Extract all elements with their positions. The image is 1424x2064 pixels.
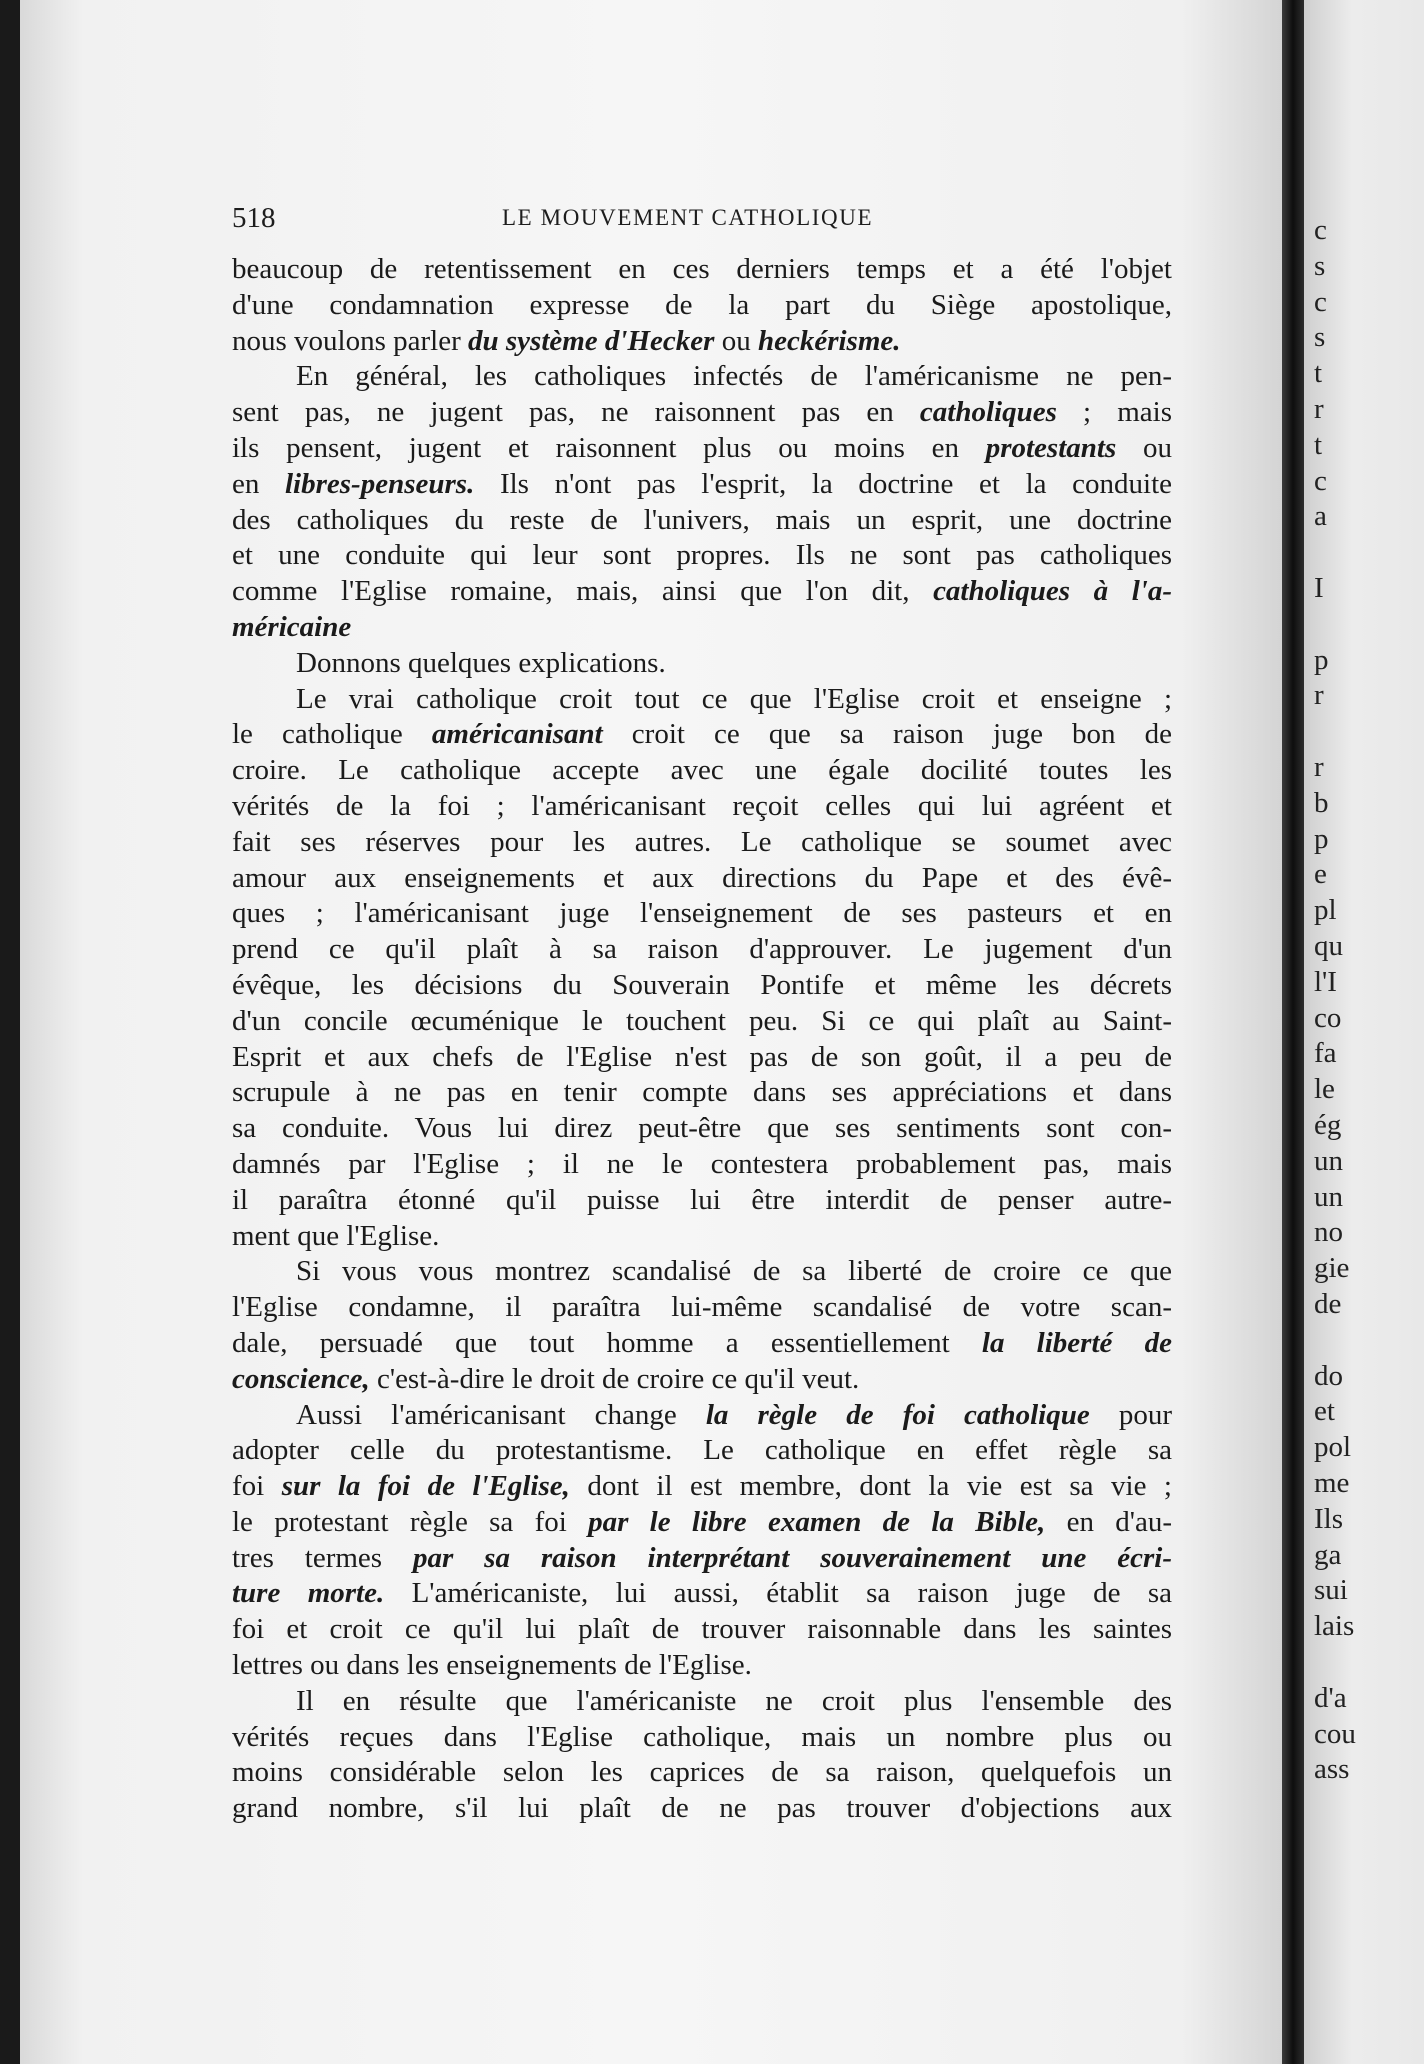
line-text: L'américaniste, lui aussi, établit sa raison juge de sa xyxy=(384,1577,1172,1610)
facing-page-fragment: t xyxy=(1314,428,1323,461)
facing-page-fragment: s xyxy=(1314,321,1326,354)
text-line xyxy=(232,1576,1172,1612)
facing-page-fragment: l'I xyxy=(1314,965,1337,998)
facing-page-fragment: Ils xyxy=(1314,1502,1343,1535)
text-line xyxy=(232,1040,1172,1076)
line-text: sa conduite. Vous lui direz peut-être que ses sentiments sont con- xyxy=(232,1112,1172,1145)
text-line xyxy=(232,610,1172,646)
emphasis-text: heckérisme. xyxy=(757,324,901,357)
text-line xyxy=(232,646,1172,682)
line-text: lettres ou dans les enseignements de l'Eglise. xyxy=(232,1649,752,1682)
text-line xyxy=(232,789,1172,825)
line-text: ils pensent, jugent et raisonnent plus ou moins en xyxy=(232,431,986,464)
line-text: Si vous vous montrez scandalisé de sa liberté de croire ce que xyxy=(296,1255,1172,1288)
facing-page-fragment: I xyxy=(1314,572,1324,604)
line-text: adopter celle du protestantisme. Le catholique en effet règle sa xyxy=(232,1434,1172,1467)
line-text: ou xyxy=(1116,431,1172,464)
emphasis-text: catholiques xyxy=(919,396,1057,429)
text-line xyxy=(232,1433,1172,1469)
line-text: Esprit et aux chefs de l'Eglise n'est pas de son goût, il a peu de xyxy=(232,1040,1172,1073)
facing-page-fragment: pl xyxy=(1314,894,1337,927)
line-text: Aussi l'américanisant change xyxy=(296,1398,706,1431)
text-line xyxy=(232,1469,1172,1505)
line-text: dale, persuadé que tout homme a essentiellement xyxy=(232,1326,982,1359)
text-line xyxy=(232,503,1172,539)
facing-page-fragment: r xyxy=(1314,751,1324,783)
line-text: beaucoup de retentissement en ces derniers temps et a été l'objet xyxy=(232,253,1172,285)
page-header xyxy=(232,202,912,238)
facing-page-fragment: qu xyxy=(1314,930,1343,962)
line-text: moins considérable selon les caprices de sa raison, quelquefois un xyxy=(232,1756,1172,1789)
text-line xyxy=(232,1398,1172,1434)
facing-page-fragment: ass xyxy=(1314,1753,1350,1786)
text-line xyxy=(232,467,1172,503)
emphasis-text: la règle de foi catholique xyxy=(705,1398,1090,1431)
line-text: vérités de la foi ; l'américanisant reçoit celles qui lui agréent et xyxy=(232,789,1172,822)
line-text: croit ce que sa raison juge bon de xyxy=(602,718,1172,751)
line-text: et une conduite qui leur sont propres. Ils ne sont pas catholiques xyxy=(232,539,1172,572)
facing-page-fragment: ga xyxy=(1314,1538,1342,1571)
emphasis-text: par sa raison interprétant souverainement une écri- xyxy=(412,1541,1173,1574)
facing-page-fragment: c xyxy=(1314,464,1327,497)
line-text: En général, les catholiques infectés de l'américanisme ne pen- xyxy=(296,360,1172,393)
emphasis-text: par le libre examen de la Bible, xyxy=(588,1505,1046,1538)
facing-page-fragment: r xyxy=(1314,679,1324,712)
facing-page-fragment: do xyxy=(1314,1359,1343,1392)
book-gutter xyxy=(1282,0,1304,2064)
facing-page-fragment: t xyxy=(1314,357,1323,390)
line-text: fait ses réserves pour les autres. Le catholique se soumet avec xyxy=(232,825,1172,858)
emphasis-text: ture morte. xyxy=(232,1577,385,1610)
text-line xyxy=(232,1219,1172,1255)
line-text: d'une condamnation expresse de la part du Siège apostolique, xyxy=(232,288,1172,321)
line-text: sent pas, ne jugent pas, ne raisonnent pas en xyxy=(232,396,920,429)
line-text: ques ; l'américanisant juge l'enseignement de ses pasteurs et en xyxy=(232,897,1172,930)
facing-page-fragment: no xyxy=(1314,1216,1343,1249)
line-text: vérités reçues dans l'Eglise catholique, mais un nombre plus ou xyxy=(232,1720,1172,1753)
facing-page-fragment: lais xyxy=(1314,1610,1355,1643)
facing-page-fragment: c xyxy=(1314,285,1327,318)
facing-page-fragment: a xyxy=(1314,500,1327,533)
text-line xyxy=(232,896,1172,932)
text-line xyxy=(232,1505,1172,1541)
facing-page-fragment: s xyxy=(1314,249,1326,282)
line-text: en xyxy=(232,467,285,500)
line-text: évêque, les décisions du Souverain Pontife et même les décrets xyxy=(232,968,1172,1001)
facing-page-fragment: r xyxy=(1314,393,1324,425)
emphasis-text: méricaine xyxy=(232,610,352,643)
facing-page-fragment: b xyxy=(1314,786,1329,819)
line-text: Donnons quelques explications. xyxy=(296,646,666,679)
text-line xyxy=(232,1612,1172,1648)
text-line xyxy=(232,288,1172,324)
text-line xyxy=(232,1720,1172,1756)
line-text: dont il est membre, dont la vie est sa vie ; xyxy=(569,1470,1172,1503)
facing-page-fragment: d'a xyxy=(1314,1681,1347,1714)
line-text: tres termes xyxy=(232,1541,413,1574)
body-text xyxy=(232,252,1172,1827)
line-text: ment que l'Eglise. xyxy=(232,1219,440,1252)
text-line xyxy=(232,1791,1172,1827)
line-text: prend ce qu'il plaît à sa raison d'approuver. Le jugement d'un xyxy=(232,933,1172,966)
text-line xyxy=(232,825,1172,861)
facing-page-fragment: de xyxy=(1314,1288,1342,1320)
line-text: le catholique xyxy=(232,718,432,751)
line-text: grand nombre, s'il lui plaît de ne pas trouver d'objections aux xyxy=(232,1792,1172,1825)
page-number: 518 xyxy=(232,202,276,234)
line-text: ; mais xyxy=(1056,396,1172,429)
text-line xyxy=(232,1541,1172,1577)
facing-page-fragment: et xyxy=(1314,1395,1335,1428)
line-text: comme l'Eglise romaine, mais, ainsi que l'on dit, xyxy=(232,575,934,608)
facing-page-fragment: me xyxy=(1314,1467,1350,1499)
text-line xyxy=(232,682,1172,718)
text-line xyxy=(232,717,1172,753)
text-line xyxy=(232,1755,1172,1791)
facing-page-fragment: fa xyxy=(1314,1037,1337,1070)
line-text: pour xyxy=(1089,1398,1172,1431)
line-text: scrupule à ne pas en tenir compte dans ses appréciations et dans xyxy=(232,1076,1172,1109)
facing-page-fragment: ég xyxy=(1314,1109,1342,1141)
facing-page-fragment: gie xyxy=(1314,1252,1350,1285)
text-line xyxy=(232,753,1172,789)
text-line xyxy=(232,395,1172,431)
emphasis-text: sur la foi de l'Eglise, xyxy=(281,1470,570,1503)
text-line xyxy=(232,932,1172,968)
text-line xyxy=(232,1183,1172,1219)
facing-page-fragment: c xyxy=(1314,214,1327,246)
text-line xyxy=(232,1004,1172,1040)
text-line xyxy=(232,1111,1172,1147)
line-text: foi xyxy=(232,1470,282,1503)
facing-page-fragment: le xyxy=(1314,1073,1335,1106)
emphasis-text: protestants xyxy=(985,431,1117,464)
text-line xyxy=(232,252,1172,288)
text-line xyxy=(232,968,1172,1004)
text-line xyxy=(232,359,1172,395)
line-text: d'un concile œcuménique le touchent peu. Si ce qui plaît au Saint- xyxy=(232,1004,1172,1037)
line-text: l'Eglise condamne, il paraîtra lui-même scandalisé de votre scan- xyxy=(232,1291,1172,1324)
line-text: damnés par l'Eglise ; il ne le contestera probablement pas, mais xyxy=(232,1147,1172,1180)
text-line xyxy=(232,1684,1172,1720)
text-line xyxy=(232,538,1172,574)
facing-page-fragment: pol xyxy=(1314,1431,1352,1464)
text-line xyxy=(232,1326,1172,1362)
facing-page-fragment: co xyxy=(1314,1001,1342,1034)
line-text: Il en résulte que l'américaniste ne croit plus l'ensemble des xyxy=(296,1684,1172,1717)
facing-page-edge xyxy=(1304,0,1424,2064)
emphasis-text: la liberté de xyxy=(981,1326,1172,1359)
running-title: LE MOUVEMENT CATHOLIQUE xyxy=(502,205,874,230)
text-line xyxy=(232,1648,1172,1684)
emphasis-text: conscience, xyxy=(232,1362,370,1395)
emphasis-text: catholiques à l'a- xyxy=(933,575,1173,608)
facing-page-fragment: sui xyxy=(1314,1574,1348,1607)
facing-page-fragment: p xyxy=(1314,822,1329,855)
line-text: des catholiques du reste de l'univers, mais un esprit, une doctrine xyxy=(232,503,1172,536)
text-line xyxy=(232,861,1172,897)
text-line xyxy=(232,574,1172,610)
line-text: Le vrai catholique croit tout ce que l'Eglise croit et enseigne ; xyxy=(296,682,1172,715)
line-text: nous voulons parler xyxy=(232,324,468,357)
text-line xyxy=(232,1290,1172,1326)
facing-page-fragment: un xyxy=(1314,1180,1343,1213)
line-text: en d'au- xyxy=(1045,1505,1172,1538)
line-text: c'est-à-dire le droit de croire ce qu'il veut. xyxy=(369,1362,860,1395)
text-line xyxy=(232,1075,1172,1111)
line-text: ou xyxy=(714,324,758,357)
line-text: amour aux enseignements et aux directions du Pape et des évê- xyxy=(232,861,1172,894)
line-text: croire. Le catholique accepte avec une égale docilité toutes les xyxy=(232,754,1172,787)
line-text: Ils n'ont pas l'esprit, la doctrine et la conduite xyxy=(474,467,1172,500)
text-line xyxy=(232,324,1172,360)
text-line xyxy=(232,1147,1172,1183)
line-text: il paraîtra étonné qu'il puisse lui être interdit de penser autre- xyxy=(232,1183,1172,1216)
emphasis-text: libres-penseurs. xyxy=(285,467,475,500)
line-text: le protestant règle sa foi xyxy=(232,1505,589,1538)
line-text: foi et croit ce qu'il lui plaît de trouver raisonnable dans les saintes xyxy=(232,1613,1172,1646)
facing-page-fragment: e xyxy=(1314,858,1327,891)
text-line xyxy=(232,1254,1172,1290)
text-line xyxy=(232,1362,1172,1398)
facing-page-fragment: p xyxy=(1314,643,1329,676)
facing-page-fragment: un xyxy=(1314,1144,1343,1177)
emphasis-text: du système d'Hecker xyxy=(468,324,715,357)
text-line xyxy=(232,431,1172,467)
emphasis-text: américanisant xyxy=(431,718,603,751)
facing-page-fragment: cou xyxy=(1314,1717,1356,1750)
